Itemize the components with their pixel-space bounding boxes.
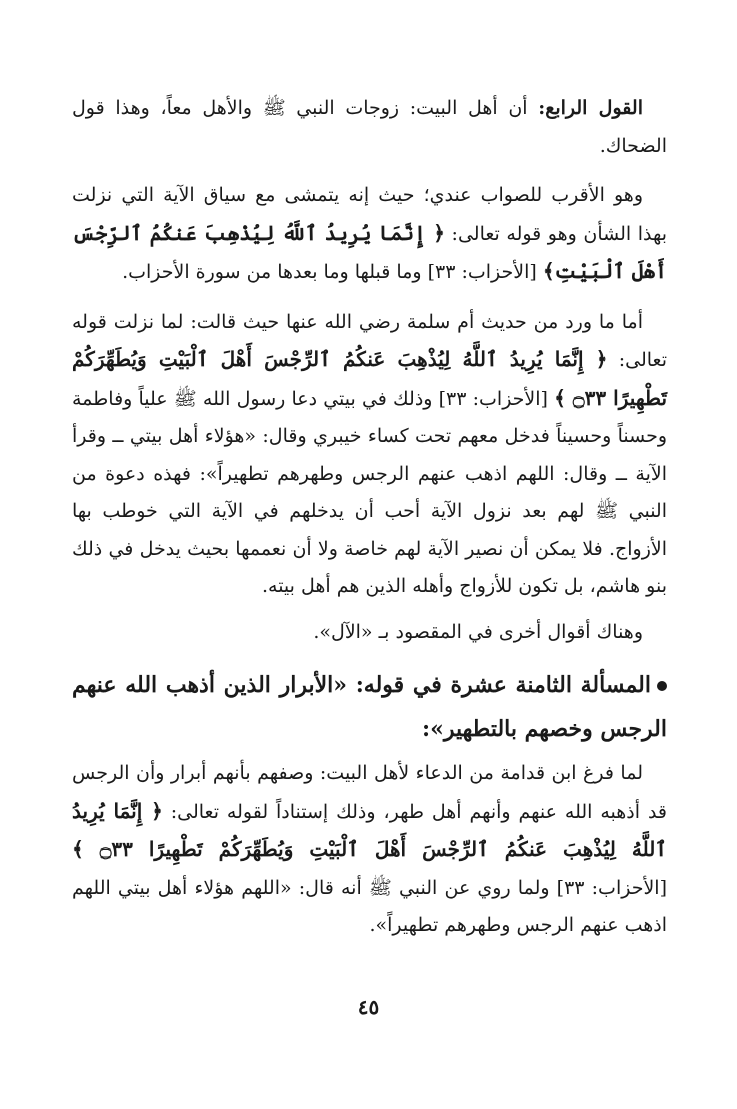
bullet-icon [657, 681, 667, 691]
section-heading [72, 663, 667, 751]
paragraph-text: [الأحزاب: ٣٣] وذلك في بيتي دعا رسول الله ﷺ علياً وفاطمة وحسناً وحسيناً فدخل معهم تحت كساء خيبري وقال: «هؤلاء أهل بيتي ــ وقرأ الآية ــ وقال: اللهم اذهب عنهم الرجس وطهرهم تطهيراً»: فهذه دعوة من النبي ﷺ لهم بعد نزول الآية أحب أن يدخلهم في الآية التي خوطب بها الأزواج. فلا يمكن أن نصير الآية لهم خاصة ولا أن نعممها بحيث يدخل في ذلك بنو هاشم، بل تكون للأزواج وأهله الذين هم أهل بيته. [72, 387, 667, 597]
paragraph-other-opinions [72, 614, 667, 652]
paragraph-umm-salama-hadith [72, 304, 667, 606]
paragraph-text: أما ما ورد من حديث أم سلمة رضي الله عنها حيث قالت: لما نزلت قوله تعالى: [72, 310, 667, 371]
paragraph-lead: القول الرابع: [538, 97, 643, 119]
paragraph-text: أن أهل البيت: زوجات النبي ﷺ والأهل معاً، وهذا قول الضحاك. [72, 97, 667, 157]
paragraph-text: لما فرغ ابن قدامة من الدعاء لأهل البيت: وصفهم بأنهم أبرار وأن الرجس قد أذهبه الله عنهم وأنهم أهل طهر، وذلك إستناداً لقوله تعالى: [72, 762, 667, 823]
paragraph-text: وهناك أقوال أخرى في المقصود بـ «الآل». [313, 620, 643, 643]
paragraph-text: [الأحزاب: ٣٣] ولما روي عن النبي ﷺ أنه قال: «اللهم هؤلاء أهل بيتي اللهم اذهب عنهم الرجس وطهرهم تطهيراً». [72, 876, 667, 936]
quran-verse: ﴿ إِنَّمَا يُرِيدُ ٱللَّهُ لِيُذْهِبَ عَنكُمُ ٱلرِّجْسَ أَهْلَ ٱلْبَيْتِ وَيُطَهِّرَكُمْ تَطْهِيرًا ۝٣٣ ﴾ [72, 798, 668, 861]
paragraph-text: [الأحزاب: ٣٣] وما قبلها وما بعدها من سورة الأحزاب. [122, 261, 543, 283]
paragraph-fourth-opinion [72, 90, 667, 165]
section-heading-text: المسألة الثامنة عشرة في قوله: «الأبرار الذين أذهب الله عنهم الرجس وخصهم بالتطهير»: [72, 672, 667, 742]
page-number: ٤٥ [357, 995, 380, 1019]
paragraph-closest-opinion [72, 177, 667, 292]
quran-verse: ﴿ إِنَّمَا يُرِيدُ ٱللَّهُ لِيُذْهِبَ عَنكُمُ ٱلرِّجْسَ أَهْلَ ٱلْبَيْتِ وَيُطَهِّرَكُمْ تَطْهِيرًا ۝٣٣ ﴾ [72, 347, 668, 410]
paragraph-ibn-qudama [72, 755, 667, 945]
paragraph-text: وهو الأقرب للصواب عندي؛ حيث إنه يتمشى مع سياق الآية التي نزلت بهذا الشأن وهو قوله تعالى: [72, 184, 667, 245]
quran-verse: ﴿ إِنَّمَا يُرِيدُ ٱللَّهُ لِيُذْهِبَ عَنكُمُ ٱلرِّجْسَ أَهْلَ ٱلْبَيْتِ﴾ [72, 220, 667, 283]
